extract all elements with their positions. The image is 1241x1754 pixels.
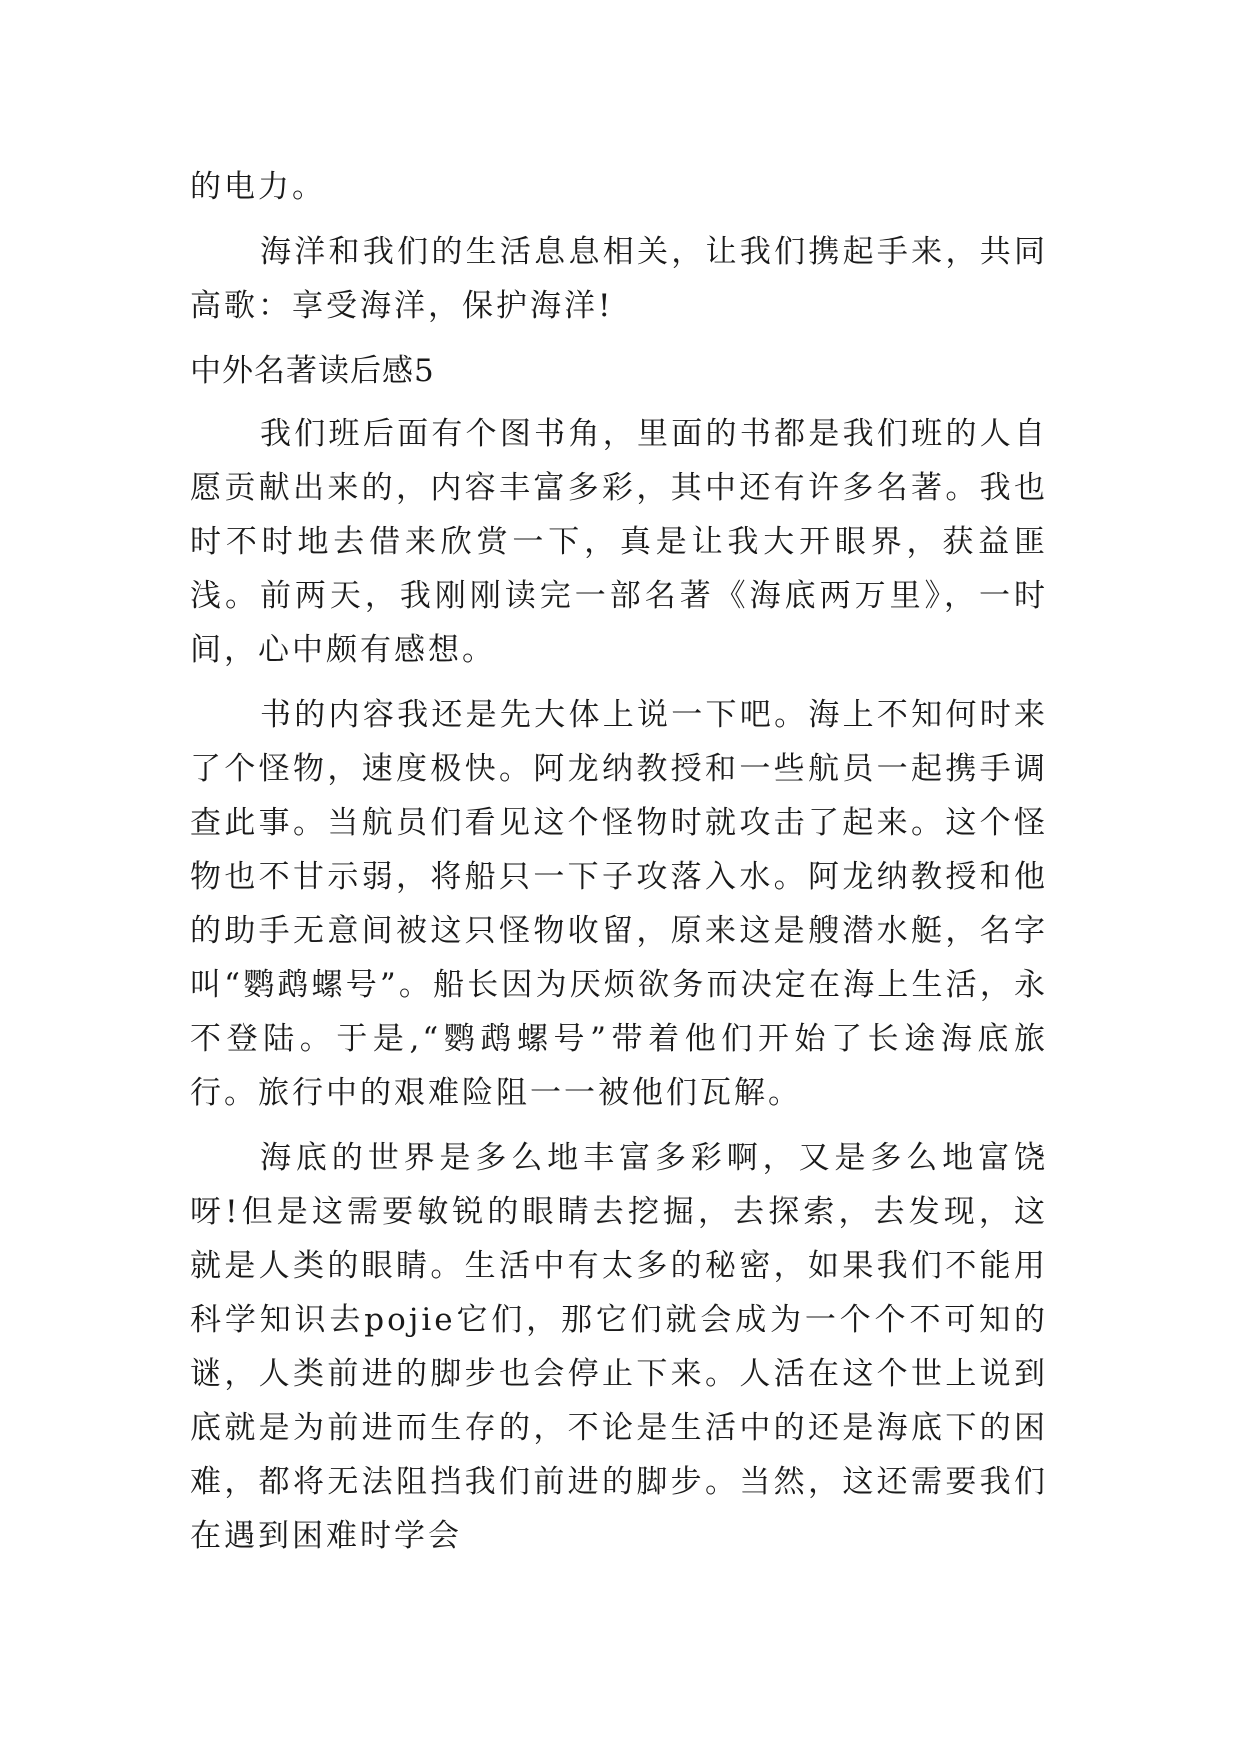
paragraph-summary: 书的内容我还是先大体上说一下吧。海上不知何时来了个怪物，速度极快。阿龙纳教授和一些航员一起携手调查此事。当航员们看见这个怪物时就攻击了起来。这个怪物也不甘示弱，将船只一下子攻落入水。阿龙纳教授和他的助手无意间被这只怪物收留，原来这是艘潜水艇，名字叫“鹦鹉螺号”。船长因为厌烦欲务而决定在海上生活，永不登陆。于是,“鹦鹉螺号”带着他们开始了长途海底旅行。旅行中的艰难险阻一一被他们瓦解。 [190,697,1048,1111]
paragraph-closing: 海洋和我们的生活息息相关，让我们携起手来，共同高歌：享受海洋，保护海洋! [190,234,1048,324]
paragraph-reflection: 海底的世界是多么地丰富多彩啊，又是多么地富饶呀!但是这需要敏锐的眼睛去挖掘，去探索，去发现，这就是人类的眼睛。生活中有太多的秘密，如果我们不能用科学知识去pojie它们，那它们就会成为一个个不可知的谜，人类前进的脚步也会停止下来。人活在这个世上说到底就是为前进而生存的，不论是生活中的还是海底下的困难，都将无法阻挡我们前进的脚步。当然，这还需要我们在遇到困难时学会 [190,1140,1048,1554]
document-body [190,160,1048,1574]
paragraph-intro: 我们班后面有个图书角，里面的书都是我们班的人自愿贡献出来的，内容丰富多彩，其中还有许多名著。我也时不时地去借来欣赏一下，真是让我大开眼界，获益匪浅。前两天，我刚刚读完一部名著《海底两万里》，一时间，心中颇有感想。 [190,416,1048,668]
paragraph-continuation: 的电力。 [190,169,326,205]
section-title: 中外名著读后感5 [190,353,435,389]
